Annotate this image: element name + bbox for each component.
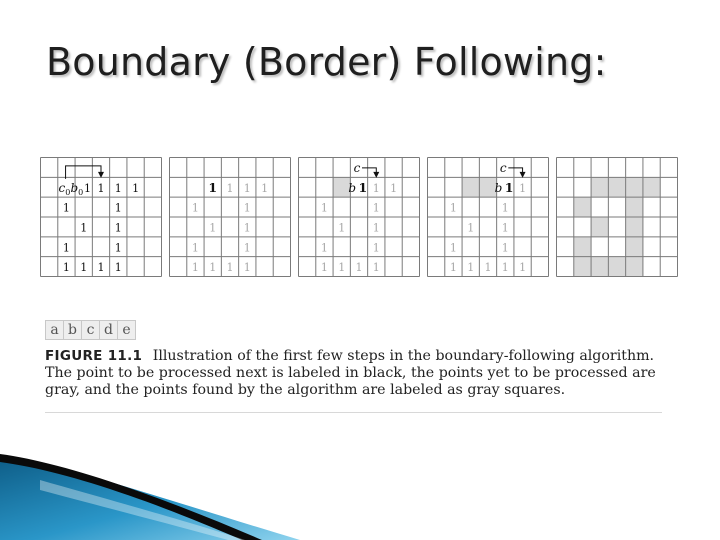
cell-value: 1 (226, 261, 234, 275)
subfigure-label-d: d (99, 320, 118, 340)
point-label: b (494, 180, 503, 195)
cell-value: 1 (114, 201, 122, 215)
cell-value: 1 (243, 181, 251, 195)
slide-title: Boundary (Border) Following: (46, 40, 607, 84)
cell-value: 1 (320, 261, 328, 275)
cell-value: 1 (243, 261, 251, 275)
cell-value: 1 (320, 201, 328, 215)
grid-svg-c (298, 157, 420, 277)
cell-value: 1 (243, 241, 251, 255)
cell-value: 1 (62, 261, 70, 275)
cell-value: 1 (519, 261, 527, 275)
grid-svg-a (40, 157, 162, 277)
cell-value: 1 (191, 241, 199, 255)
shaded-cell (591, 177, 608, 197)
grid-svg-e (556, 157, 678, 277)
shaded-cell (608, 257, 625, 277)
figure-panel-d (427, 157, 549, 277)
cell-value: 1 (132, 181, 140, 195)
shaded-cell (574, 237, 591, 257)
cell-value: 1 (355, 261, 363, 275)
subfigure-label-c: c (81, 320, 100, 340)
cell-value: 1 (372, 261, 380, 275)
cell-value: 1 (80, 261, 88, 275)
cell-value: 1 (372, 181, 380, 195)
shaded-cell (626, 197, 643, 217)
subfigure-label-b: b (63, 320, 82, 340)
cell-value: 1 (519, 181, 527, 195)
figure-panel-e (556, 157, 678, 277)
cell-value: 1 (390, 181, 398, 195)
cell-value: 1 (338, 221, 346, 235)
cell-value: 1 (467, 261, 475, 275)
subfigure-labels (45, 320, 135, 340)
figure-panel-b (169, 157, 291, 277)
cell-value: 1 (97, 181, 105, 195)
cell-value: 1 (504, 179, 514, 195)
grid-svg-b (169, 157, 291, 277)
shaded-cell (626, 217, 643, 237)
cell-value: 1 (209, 221, 217, 235)
decorative-swoosh (0, 440, 300, 540)
cell-value: 1 (501, 241, 509, 255)
point-label: c (499, 160, 507, 175)
cell-value: 1 (338, 261, 346, 275)
shaded-cell (643, 177, 660, 197)
shaded-cell (574, 257, 591, 277)
shaded-cell (591, 257, 608, 277)
shaded-cell (591, 217, 608, 237)
cell-value: 1 (62, 241, 70, 255)
cell-value: 1 (243, 221, 251, 235)
shaded-cell (626, 257, 643, 277)
cell-value: 1 (62, 201, 70, 215)
cell-value: 1 (449, 201, 457, 215)
shaded-cell (626, 237, 643, 257)
subfigure-label-a: a (45, 320, 64, 340)
cell-value: 1 (372, 241, 380, 255)
caption-text: Illustration of the first few steps in the boundary-following algorithm. The point to be processed next is labeled in black, the points yet to be processed are gray, and the points found by the algorithm are labeled as gray squares. (45, 348, 656, 398)
figure-panel-c (298, 157, 420, 277)
cell-value: 1 (501, 261, 509, 275)
shaded-cell (608, 177, 625, 197)
shaded-cell (462, 177, 479, 197)
cell-value: 1 (114, 221, 122, 235)
cell-value: 1 (449, 241, 457, 255)
cell-value: 1 (114, 181, 122, 195)
point-label: $b_0$ (70, 180, 84, 197)
cell-value: 1 (226, 181, 234, 195)
cell-value: 1 (372, 221, 380, 235)
caption-divider (45, 412, 662, 413)
cell-value: 1 (97, 261, 105, 275)
figure-panel-a (40, 157, 162, 277)
shaded-cell (574, 197, 591, 217)
cell-value: 1 (114, 241, 122, 255)
cell-value: 1 (484, 261, 492, 275)
cell-value: 1 (501, 221, 509, 235)
cell-value: 1 (114, 261, 122, 275)
cell-value: 1 (358, 179, 368, 195)
cell-value: 1 (191, 261, 199, 275)
shaded-cell (626, 177, 643, 197)
cell-value: 1 (208, 179, 218, 195)
cell-value: 1 (191, 201, 199, 215)
grid-svg-d (427, 157, 549, 277)
cell-value: 1 (80, 221, 88, 235)
point-label: $c_0$ (58, 180, 71, 197)
cell-value: 1 (449, 261, 457, 275)
point-label: c (353, 160, 361, 175)
cell-value: 1 (243, 201, 251, 215)
point-label: b (348, 180, 357, 195)
figure-number: FIGURE 11.1 (45, 348, 143, 364)
cell-value: 1 (84, 181, 92, 195)
figure-caption (45, 348, 665, 399)
cell-value: 1 (320, 241, 328, 255)
cell-value: 1 (372, 201, 380, 215)
cell-value: 1 (467, 221, 475, 235)
subfigure-label-e: e (117, 320, 136, 340)
cell-value: 1 (261, 181, 269, 195)
cell-value: 1 (501, 201, 509, 215)
cell-value: 1 (209, 261, 217, 275)
